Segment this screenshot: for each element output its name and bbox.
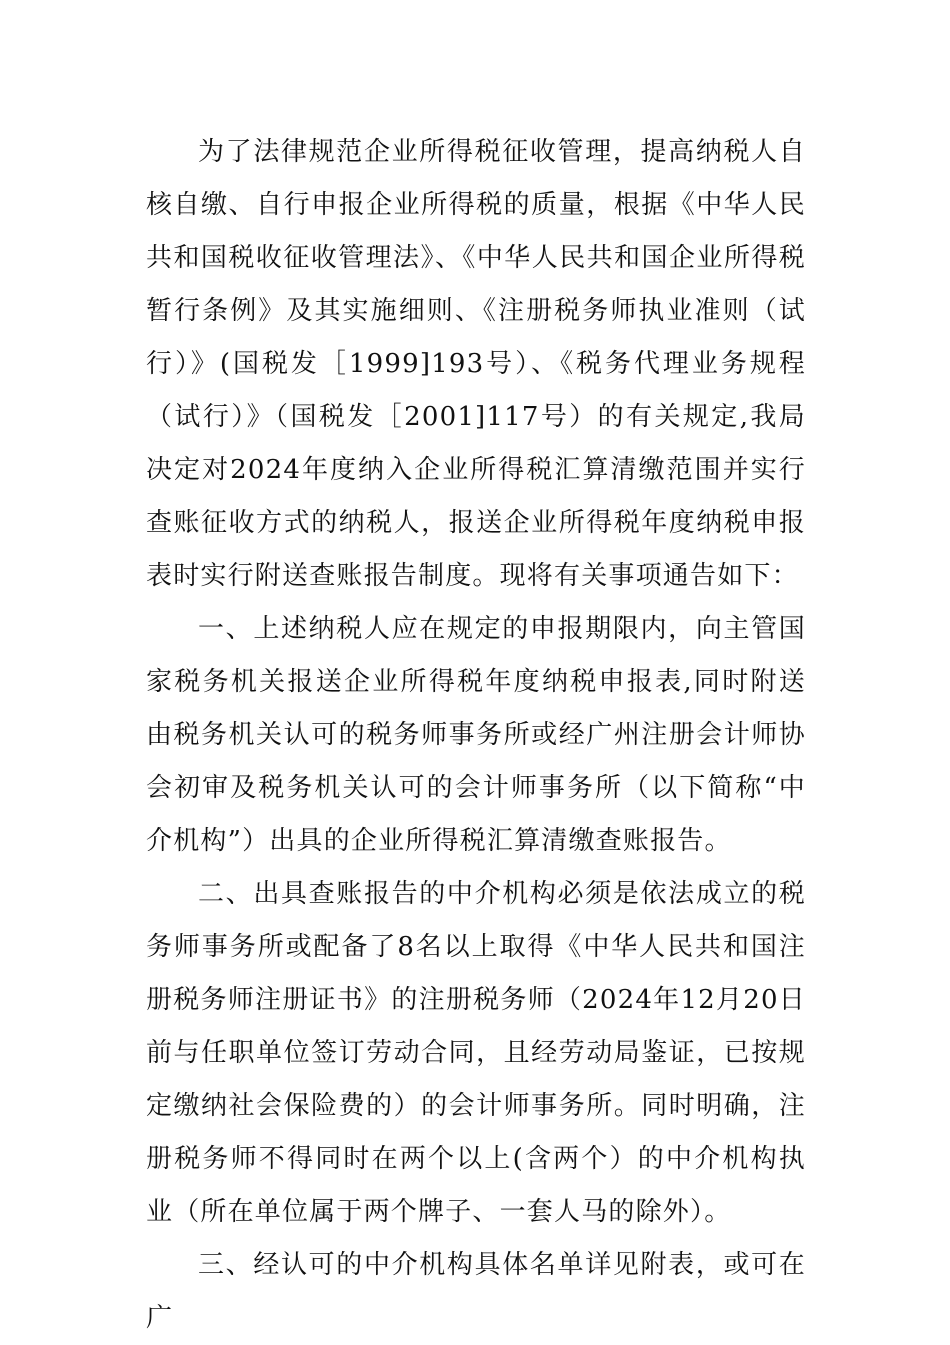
paragraph-item-1: 一、上述纳税人应在规定的申报期限内，向主管国家税务机关报送企业所得税年度纳税申报表,同时附送由税务机关认可的税务师事务所或经广州注册会计师协会初审及税务机关认可的会计师事务所（以下简称“中介机构”）出具的企业所得税汇算清缴查账报告。 xyxy=(146,614,806,856)
paragraph-item-2: 二、出具查账报告的中介机构必须是依法成立的税务师事务所或配备了8名以上取得《中华人民共和国注册税务师注册证书》的注册税务师（2024年12月20日前与任职单位签订劳动合同，且经劳动局鉴证，已按规定缴纳社会保险费的）的会计师事务所。同时明确，注册税务师不得同时在两个以上(含两个）的中介机构执业（所在单位属于两个牌子、一套人马的除外）。 xyxy=(146,879,806,1227)
document-body xyxy=(146,126,806,1345)
paragraph-item-3: 三、经认可的中介机构具体名单详见附表，或可在广 xyxy=(146,1250,806,1333)
paragraph-intro: 为了法律规范企业所得税征收管理，提高纳税人自核自缴、自行申报企业所得税的质量，根据《中华人民共和国税收征收管理法》、《中华人民共和国企业所得税暂行条例》及其实施细则、《注册税务师执业准则（试行）》(国税发［1999]193号）、《税务代理业务规程（试行）》（国税发［2001]117号）的有关规定,我局决定对2024年度纳入企业所得税汇算清缴范围并实行查账征收方式的纳税人，报送企业所得税年度纳税申报表时实行附送查账报告制度。现将有关事项通告如下： xyxy=(146,137,806,591)
